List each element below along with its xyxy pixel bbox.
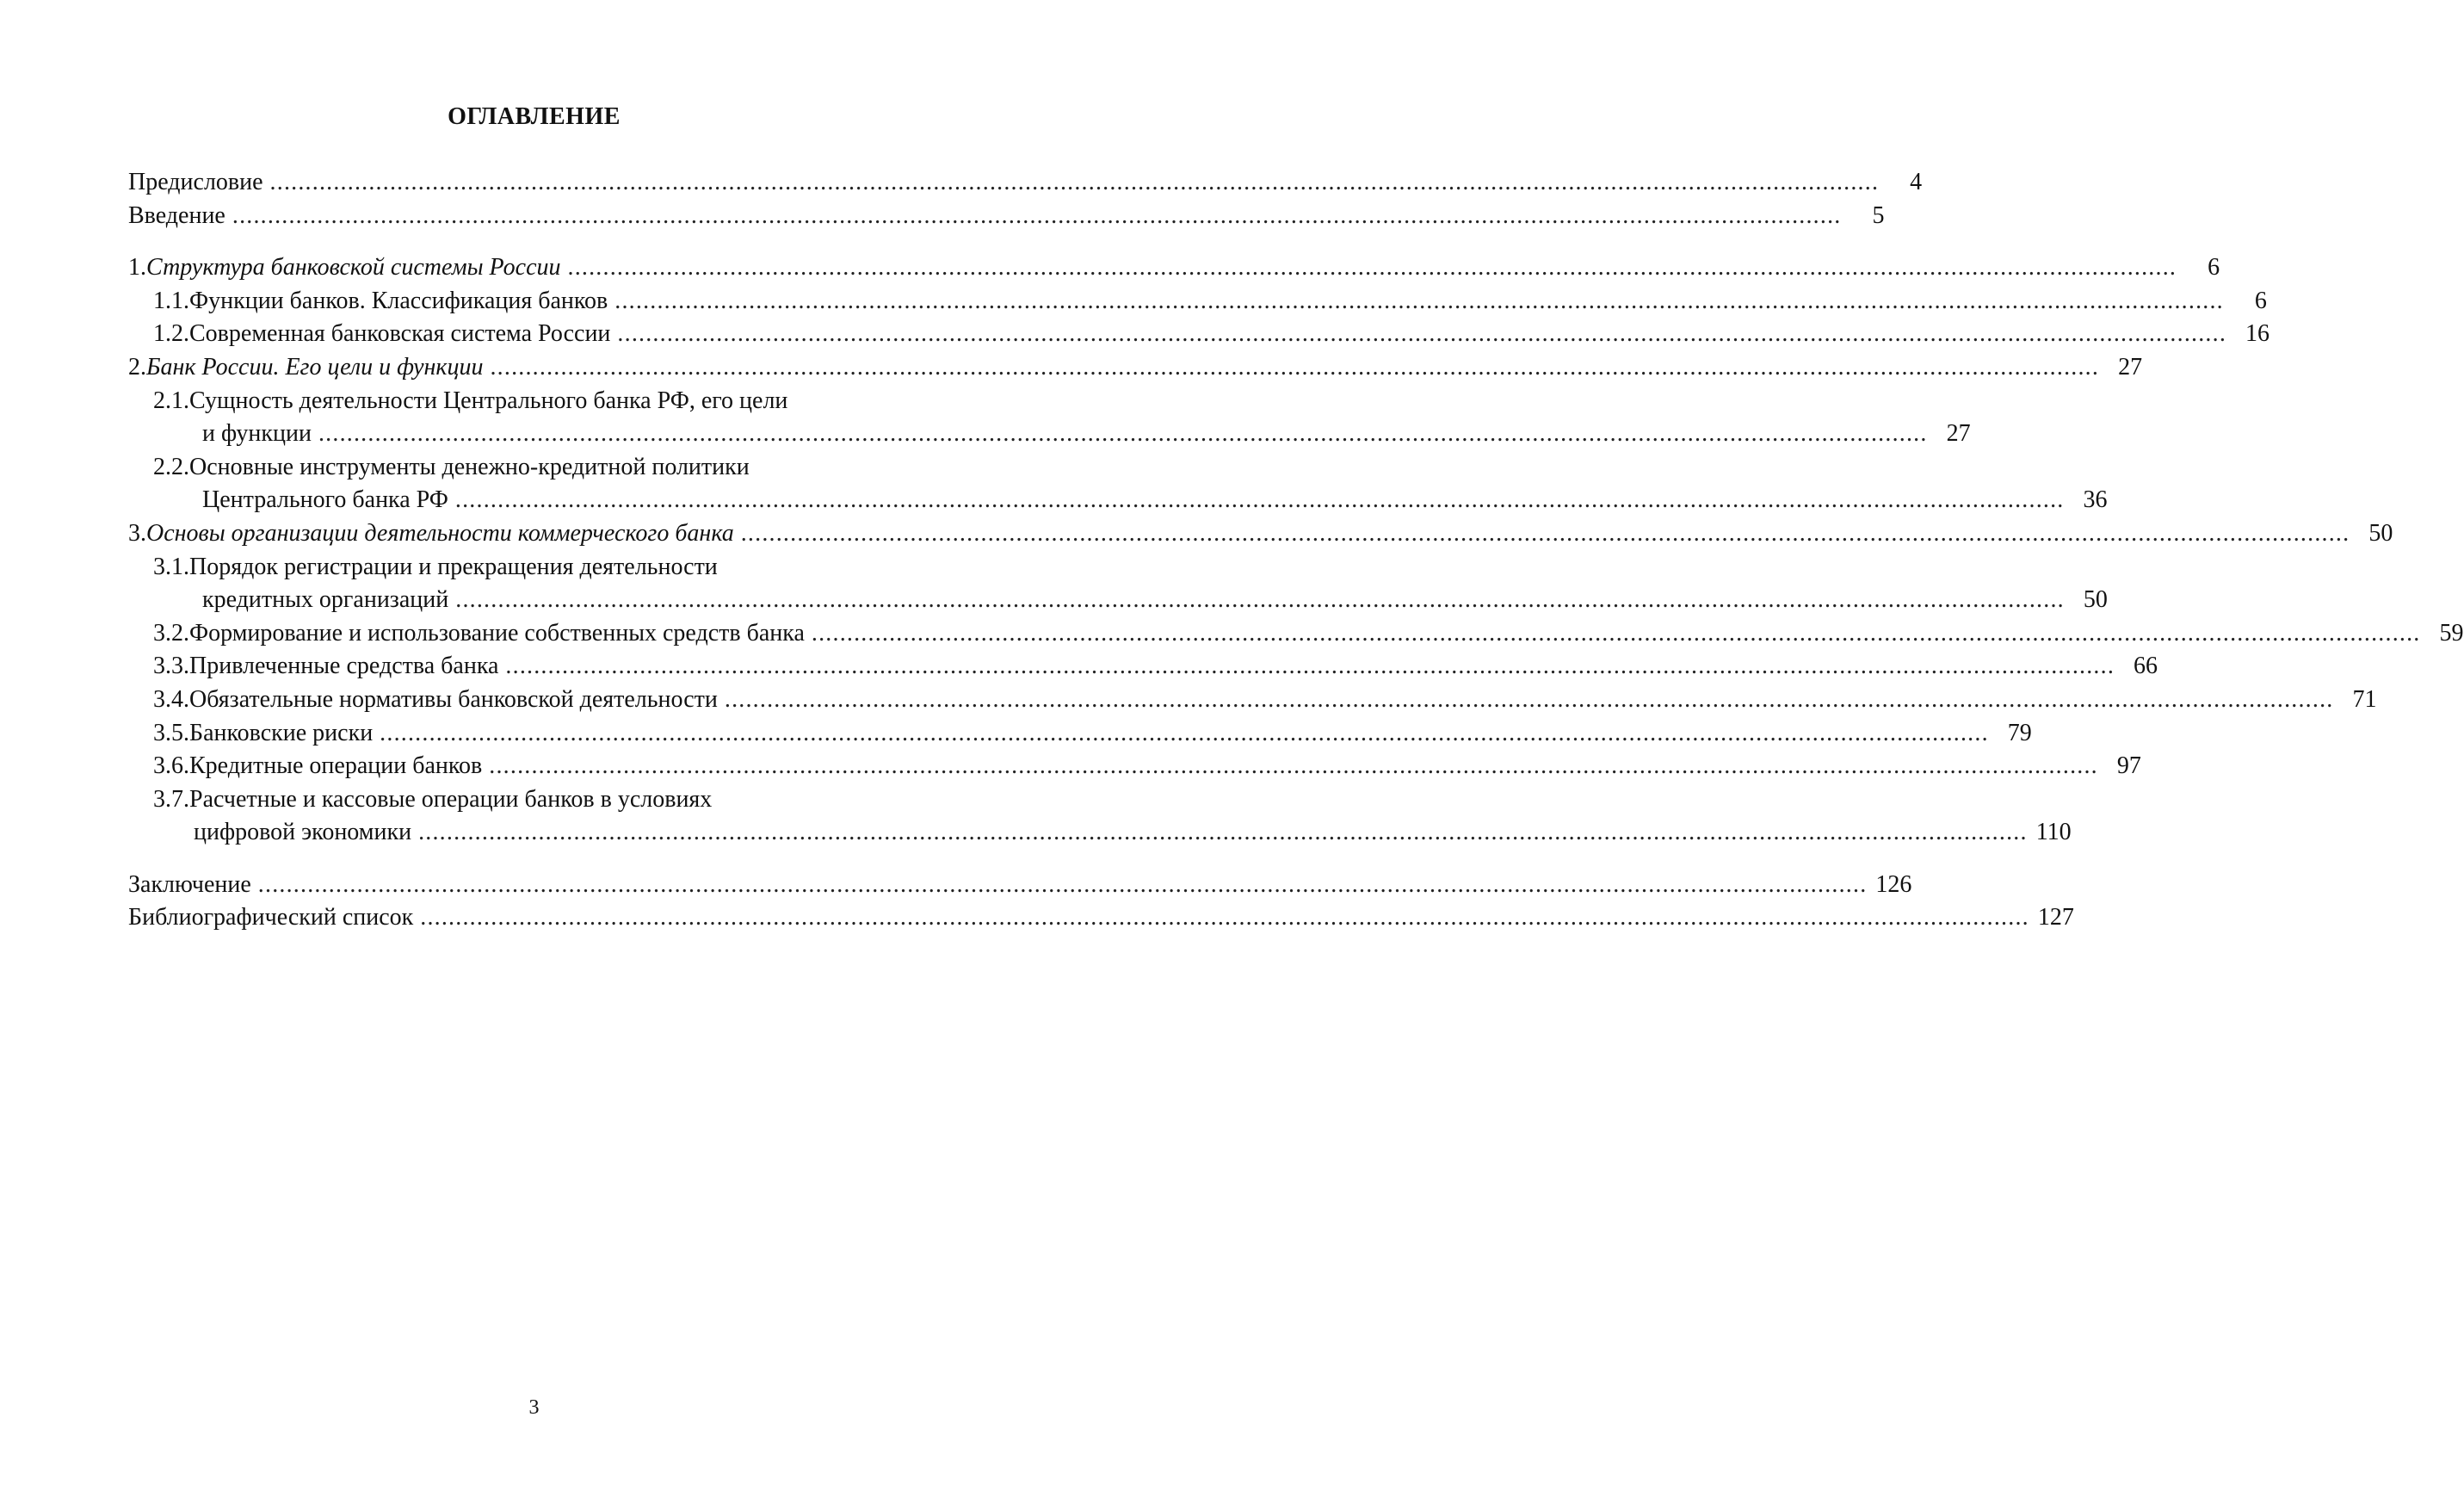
toc-entry-title: Современная банковская система России: [189, 320, 611, 348]
toc-entry-title: Библиографический список: [128, 904, 414, 931]
toc-entry-title: Банковские риски: [189, 719, 374, 746]
toc-page-number: 71: [2352, 685, 2377, 713]
toc-page-number: 50: [2368, 519, 2393, 547]
toc-leader-dots: ....................................................................................................................................................................................................................................: [811, 619, 2421, 647]
toc-entry-section-2-2-continuation[interactable]: [128, 484, 2108, 517]
toc-page-number: 5: [1872, 201, 1885, 229]
toc-entry-bibliography[interactable]: [128, 901, 2074, 935]
toc-entry-title: Обязательные нормативы банковской деятельности: [189, 685, 718, 713]
toc-entry-title: Банк России. Его цели и функции: [146, 353, 484, 381]
toc-entry-section-3-1-continuation[interactable]: [128, 584, 2108, 617]
toc-page-number: 126: [1875, 870, 1912, 898]
toc-leader-dots: ....................................................................................................................................................................................................................................: [232, 201, 1842, 229]
toc-entry-introduction[interactable]: [128, 200, 1885, 233]
toc-entry-number: 3.1.: [153, 553, 189, 580]
toc-entry-title-continuation: цифровой экономики: [194, 819, 412, 846]
toc-entry-title: Введение: [128, 201, 225, 229]
toc-leader-dots: ....................................................................................................................................................................................................................................: [269, 169, 1880, 195]
toc-entry-section-3-4[interactable]: [128, 684, 2377, 717]
toc-leader-dots: ....................................................................................................................................................................................................................................: [420, 904, 2029, 931]
page-title: ОГЛАВЛЕНИЕ: [448, 103, 621, 130]
toc-entry-section-2-2[interactable]: [128, 451, 939, 485]
toc-entry-section-1-1[interactable]: [128, 285, 2267, 319]
toc-entry-number: 1.: [128, 254, 146, 282]
toc-entry-title: Привлеченные средства банка: [189, 653, 499, 680]
toc-leader-dots: ....................................................................................................................................................................................................................................: [614, 287, 2224, 314]
toc-leader-dots: ....................................................................................................................................................................................................................................: [257, 870, 1868, 898]
toc-entry-section-3-2[interactable]: [128, 617, 2464, 651]
toc-entry-title: Функции банков. Классификация банков: [189, 287, 608, 314]
toc-page-number: 127: [2037, 904, 2074, 931]
toc-entry-number: 2.: [128, 353, 146, 381]
toc-leader-dots: ....................................................................................................................................................................................................................................: [740, 519, 2350, 547]
toc-page-number: 50: [2083, 586, 2108, 614]
toc-page-number: 36: [2083, 486, 2108, 514]
toc-entry-chapter-2[interactable]: [128, 351, 2143, 385]
toc-leader-dots: ....................................................................................................................................................................................................................................: [489, 752, 2098, 780]
toc-entry-number: 3.4.: [153, 685, 189, 713]
toc-leader-dots: ....................................................................................................................................................................................................................................: [490, 353, 2100, 381]
toc-entry-title: Порядок регистрации и прекращения деятельности: [189, 553, 718, 580]
toc-entry-number: 2.1.: [153, 387, 189, 414]
toc-entry-section-3-7[interactable]: [128, 783, 939, 817]
toc-entry-preface[interactable]: [128, 166, 1923, 200]
toc-entry-number: 2.2.: [153, 453, 189, 480]
toc-entry-title: Расчетные и кассовые операции банков в условиях: [189, 785, 713, 813]
toc-entry-title: Основные инструменты денежно-кредитной политики: [189, 453, 750, 480]
toc-leader-dots: ....................................................................................................................................................................................................................................: [418, 819, 2028, 846]
toc-leader-dots: ....................................................................................................................................................................................................................................: [617, 320, 2227, 348]
toc-leader-dots: ....................................................................................................................................................................................................................................: [724, 685, 2334, 713]
toc-entry-section-3-6[interactable]: [128, 750, 2141, 783]
toc-entry-title-continuation: кредитных организаций: [202, 586, 449, 614]
toc-page-number: 6: [2208, 254, 2220, 282]
toc-entry-title: Предисловие: [128, 169, 263, 195]
toc-leader-dots: ....................................................................................................................................................................................................................................: [318, 420, 1928, 448]
toc-leader-dots: ....................................................................................................................................................................................................................................: [505, 653, 2115, 680]
toc-entry-conclusion[interactable]: [128, 869, 1912, 902]
toc-entry-number: 3.: [128, 519, 146, 547]
toc-page-number: 66: [2134, 653, 2158, 680]
toc-entry-title-continuation: и функции: [202, 420, 312, 448]
toc-leader-dots: ....................................................................................................................................................................................................................................: [454, 486, 2065, 514]
toc-page-number: 97: [2116, 752, 2141, 780]
toc-page-number: 27: [2118, 353, 2143, 381]
toc-entry-title: Сущность деятельности Центрального банка РФ, его цели: [189, 387, 788, 414]
toc-page-number: 110: [2035, 819, 2072, 846]
toc-entry-section-1-2[interactable]: [128, 318, 2270, 351]
toc-page-number: 59: [2439, 619, 2464, 647]
toc-page-number: 6: [2254, 287, 2267, 314]
toc-entry-number: 1.1.: [153, 287, 189, 314]
table-of-contents: [128, 166, 2464, 935]
toc-entry-section-3-5[interactable]: [128, 717, 2032, 751]
toc-entry-chapter-3[interactable]: [128, 517, 2393, 551]
toc-page-number: 79: [2007, 719, 2032, 746]
toc-page-number: 4: [1910, 169, 1923, 195]
toc-entry-title: Основы организации деятельности коммерческого банка: [146, 519, 734, 547]
toc-entry-title: Кредитные операции банков: [189, 752, 483, 780]
page-number: 3: [528, 1396, 540, 1419]
toc-leader-dots: ....................................................................................................................................................................................................................................: [455, 586, 2065, 614]
toc-entry-number: 3.6.: [153, 752, 189, 780]
toc-entry-title-continuation: Центрального банка РФ: [202, 486, 448, 514]
toc-entry-number: 3.2.: [153, 619, 189, 647]
toc-entry-title: Формирование и использование собственных средств банка: [189, 619, 805, 647]
toc-entry-number: 3.7.: [153, 785, 189, 813]
toc-leader-dots: ....................................................................................................................................................................................................................................: [380, 719, 1989, 746]
toc-entry-title: Заключение: [128, 870, 251, 898]
toc-entry-number: 3.5.: [153, 719, 189, 746]
toc-page-number: 16: [2245, 320, 2270, 348]
toc-entry-number: 1.2.: [153, 320, 189, 348]
toc-entry-section-3-7-continuation[interactable]: [128, 816, 2072, 850]
toc-page-number: 27: [1946, 420, 1971, 448]
toc-entry-section-3-1[interactable]: [128, 551, 939, 585]
toc-entry-chapter-1[interactable]: [128, 251, 2220, 285]
toc-leader-dots: ....................................................................................................................................................................................................................................: [567, 254, 2177, 282]
toc-entry-section-2-1-continuation[interactable]: [128, 418, 1971, 451]
toc-entry-number: 3.3.: [153, 653, 189, 680]
toc-entry-section-2-1[interactable]: [128, 385, 939, 418]
toc-entry-title: Структура банковской системы России: [146, 254, 561, 282]
toc-entry-section-3-3[interactable]: [128, 650, 2158, 684]
